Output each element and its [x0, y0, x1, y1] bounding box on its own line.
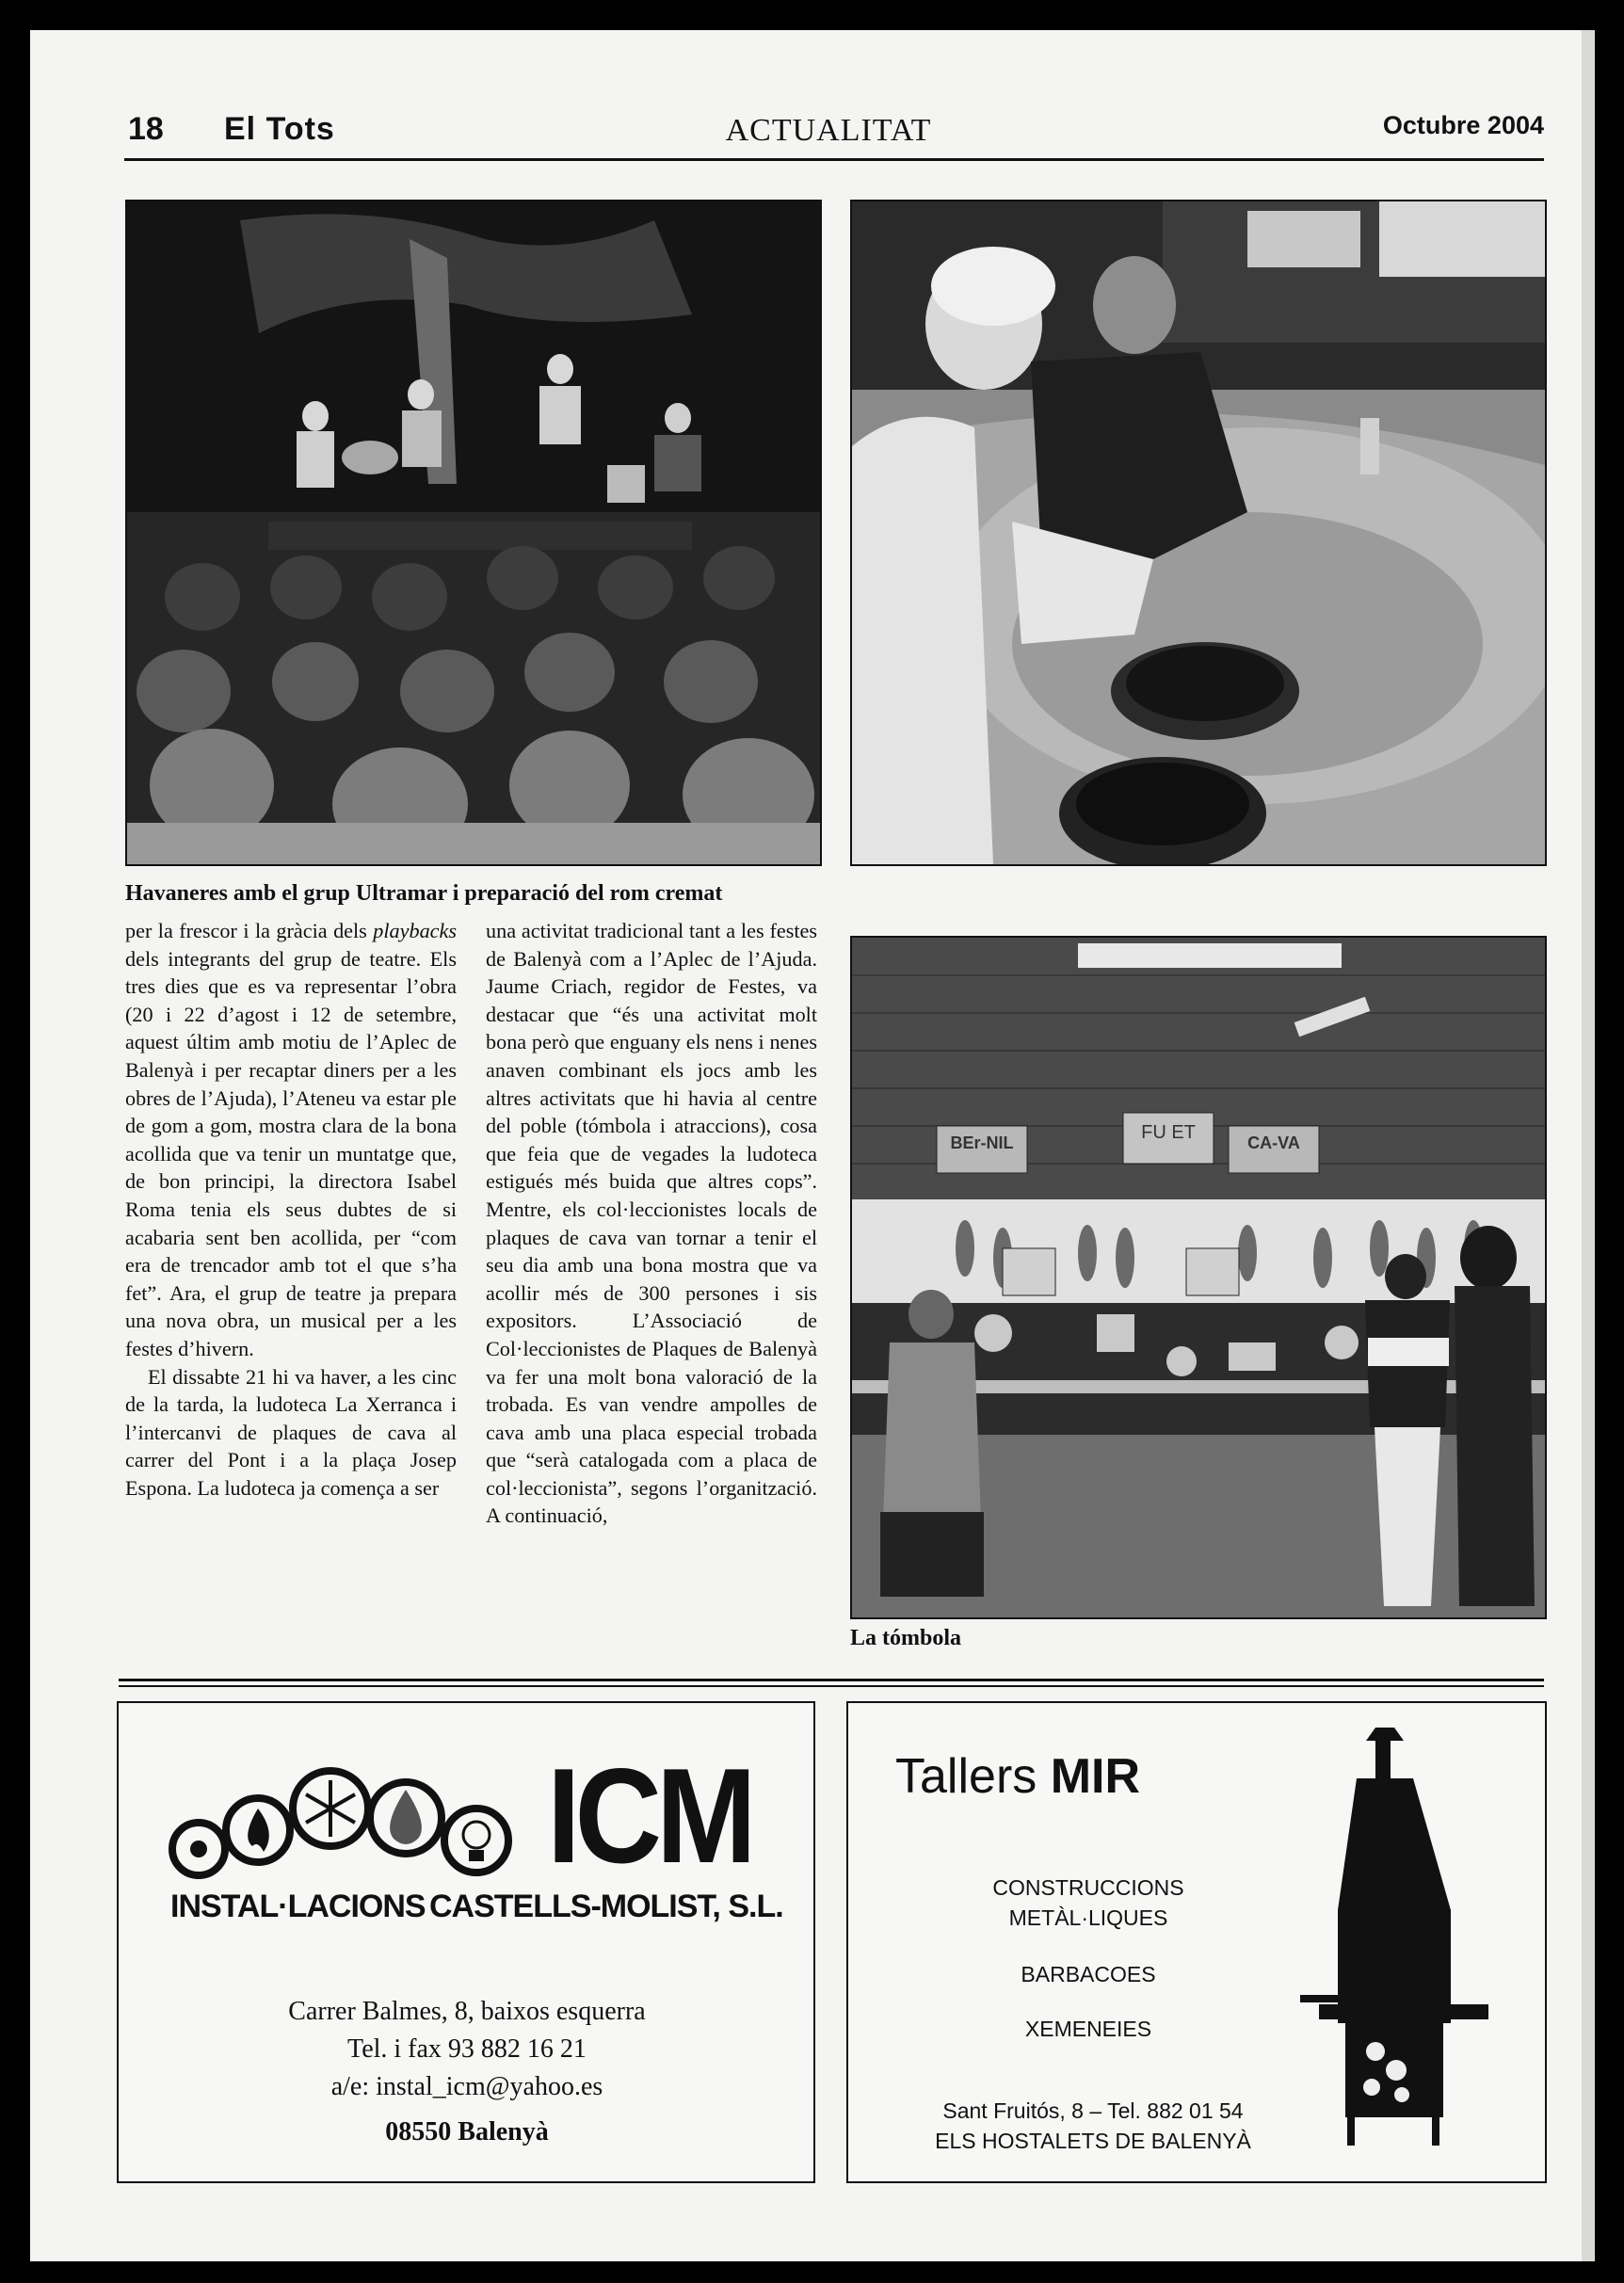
article-text-italic: playbacks — [373, 919, 457, 942]
mir-service-barbacoes: BARBACOES — [1021, 1962, 1156, 1986]
icm-logo-text: ICM — [547, 1741, 751, 1892]
tombola-sign-3: CA-VA — [1247, 1133, 1300, 1152]
photo-havaneres-concert — [125, 200, 822, 866]
article-paragraph: El dissabte 21 hi va haver, a les cinc de la tarda, la ludoteca La Xerranca i l’intercanvi de plaques de cava al carrer del Pont i a la plaça Josep Espona. La ludoteca ja comença a ser — [125, 1364, 457, 1500]
photo-rom-cremat — [850, 200, 1547, 866]
mir-service-metalliques: METÀL·LIQUES — [1008, 1905, 1168, 1930]
ads-separator-rule — [119, 1685, 1544, 1687]
lightbulb-icon — [444, 1809, 508, 1873]
page-number: 18 — [128, 111, 164, 147]
publication-name: El Tots — [224, 111, 335, 147]
icm-email: a/e: instal_icm@yahoo.es — [330, 2072, 603, 2101]
article-text: per la frescor i la gràcia dels — [125, 919, 374, 942]
mir-title-a: Tallers — [895, 1749, 1051, 1804]
icm-company-line-2: CASTELLS-MOLIST, S.L. — [429, 1889, 783, 1924]
photo-tombola — [850, 936, 1547, 1619]
tombola-sign-2: FU ET — [1141, 1122, 1196, 1143]
header-rule — [124, 158, 1544, 161]
mir-service-xemeneies: XEMENEIES — [1024, 2017, 1152, 2041]
mir-title — [895, 1748, 1140, 1805]
icm-town: 08550 Balenyà — [385, 2117, 549, 2146]
ads-separator-rule — [119, 1679, 1544, 1681]
section-title: ACTUALITAT — [725, 113, 932, 148]
caption-top-photos: Havaneres amb el grup Ultramar i preparació del rom cremat — [125, 881, 723, 906]
mir-address: Sant Fruitós, 8 – Tel. 882 01 54 — [942, 2098, 1244, 2123]
page-edge — [1582, 30, 1595, 2261]
mir-title-b: MIR — [1050, 1749, 1141, 1804]
article-paragraph — [125, 917, 457, 1363]
icm-company-line-1: INSTAL·LACIONS — [170, 1889, 426, 1924]
tombola-sign-1: BEr-NIL — [950, 1133, 1014, 1152]
caption-tombola: La tómbola — [850, 1626, 962, 1650]
article-paragraph: una activitat tradicional tant a les festes de Balenyà com a l’Aplec de l’Ajuda. Jaume Criach, regidor de Festes, va destacar que “és una activitat molt bona però que enguany els nens i nenes anaven combinant els jocs amb les altres activitats que hi havia al centre del poble (tómbola i atraccions), cosa que feia que de vegades la ludoteca estigués més buida que altres cops”. Mentre, els col·leccionistes locals de plaques de cava van tornar a tenir el seu dia amb una bona mostra que va acollir més de 300 persones i sis expositors. L’Associació de Col·leccionistes de Plaques de Balenyà va fer una molt bona valoració de la trobada. Es van vendre ampolles de cava amb una placa especial trobada que “serà catalogada com a placa de col·leccionista”, segons l’organització. A continuació, — [486, 919, 817, 1528]
mir-town: ELS HOSTALETS DE BALENYÀ — [935, 2129, 1251, 2153]
icm-logo-icons — [166, 1760, 552, 1882]
mir-service-construccions: CONSTRUCCIONS — [992, 1875, 1184, 1900]
advertisement-icm — [117, 1701, 815, 2183]
barbecue-illustration — [1291, 1722, 1498, 2155]
icm-address: Carrer Balmes, 8, baixos esquerra — [288, 1997, 646, 2026]
icm-phone: Tel. i fax 93 882 16 21 — [347, 2034, 587, 2064]
article-text: dels integrants del grup de teatre. Els tres dies que es va representar l’obra (20 i 22 d’agost i 12 de setembre, aquest últim amb motiu de l’Aplec de Balenyà i per recaptar diners per a les obres de l’Ajuda), l’Ateneu va estar ple de gom a gom, mostra clara de la bona acollida que va tenir un muntatge que, de bon principi, la directora Isabel Roma tenia els seus dubtes de si acabaria sent ben acollida, per “com era de trencador amb tot el que s’ha fet”. Ara, el grup de teatre ja prepara una nova obra, un musical per a les festes d’hivern. — [125, 946, 457, 1360]
issue-date: Octubre 2004 — [1382, 111, 1544, 139]
advertisement-tallers-mir — [846, 1701, 1547, 2183]
